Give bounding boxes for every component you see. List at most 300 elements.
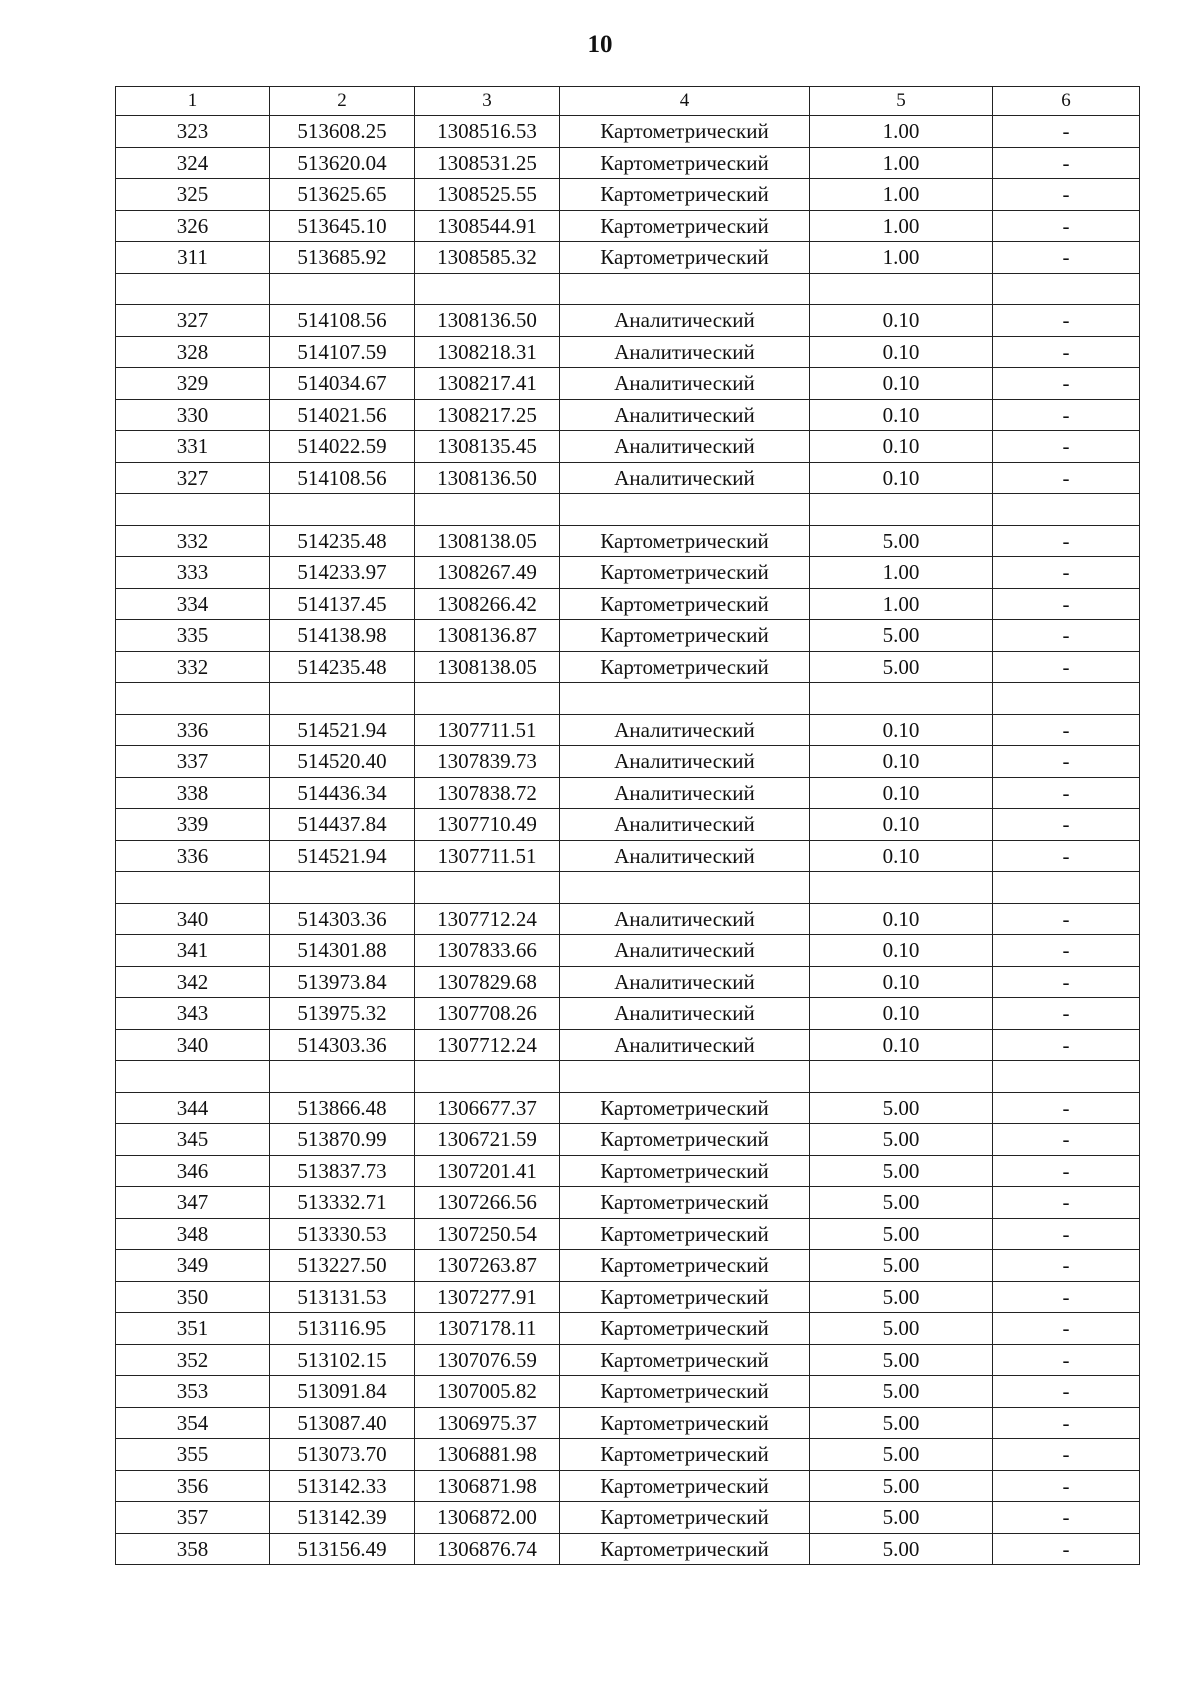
x-coordinate-cell: 514034.67 xyxy=(270,368,415,400)
method-cell: Картометрический xyxy=(560,1155,810,1187)
note-cell: - xyxy=(993,1376,1140,1408)
accuracy-cell: 0.10 xyxy=(810,998,993,1030)
x-coordinate-cell: 514137.45 xyxy=(270,588,415,620)
point-number-cell: 331 xyxy=(116,431,270,463)
note-cell: - xyxy=(993,431,1140,463)
table-row xyxy=(116,1502,1140,1534)
x-coordinate-cell: 513973.84 xyxy=(270,966,415,998)
point-number-cell: 351 xyxy=(116,1313,270,1345)
point-number-cell: 342 xyxy=(116,966,270,998)
y-coordinate-cell: 1307708.26 xyxy=(415,998,560,1030)
table-row xyxy=(116,462,1140,494)
accuracy-cell: 0.10 xyxy=(810,809,993,841)
table-row xyxy=(116,1439,1140,1471)
x-coordinate-cell: 513625.65 xyxy=(270,179,415,211)
method-cell: Картометрический xyxy=(560,1439,810,1471)
table-row xyxy=(116,210,1140,242)
y-coordinate-cell: 1307178.11 xyxy=(415,1313,560,1345)
x-coordinate-cell: 513330.53 xyxy=(270,1218,415,1250)
method-cell: Аналитический xyxy=(560,305,810,337)
note-cell: - xyxy=(993,1187,1140,1219)
method-cell: Аналитический xyxy=(560,809,810,841)
point-number-cell: 339 xyxy=(116,809,270,841)
accuracy-cell: 0.10 xyxy=(810,903,993,935)
method-cell: Картометрический xyxy=(560,1250,810,1282)
x-coordinate-cell: 513142.33 xyxy=(270,1470,415,1502)
accuracy-cell xyxy=(810,273,993,305)
point-number-cell: 311 xyxy=(116,242,270,274)
table-row xyxy=(116,1124,1140,1156)
table-row xyxy=(116,116,1140,148)
method-cell: Картометрический xyxy=(560,557,810,589)
y-coordinate-cell: 1307712.24 xyxy=(415,903,560,935)
y-coordinate-cell: 1307838.72 xyxy=(415,777,560,809)
table-row xyxy=(116,935,1140,967)
method-cell: Картометрический xyxy=(560,1407,810,1439)
x-coordinate-cell: 513620.04 xyxy=(270,147,415,179)
accuracy-cell xyxy=(810,683,993,715)
x-coordinate-cell: 513685.92 xyxy=(270,242,415,274)
point-number-cell: 350 xyxy=(116,1281,270,1313)
x-coordinate-cell: 513087.40 xyxy=(270,1407,415,1439)
x-coordinate-cell xyxy=(270,683,415,715)
table-row xyxy=(116,714,1140,746)
method-cell: Аналитический xyxy=(560,714,810,746)
point-number-cell: 343 xyxy=(116,998,270,1030)
method-cell: Картометрический xyxy=(560,1502,810,1534)
y-coordinate-cell xyxy=(415,872,560,904)
method-cell xyxy=(560,494,810,526)
y-coordinate-cell: 1308138.05 xyxy=(415,525,560,557)
note-cell xyxy=(993,494,1140,526)
y-coordinate-cell: 1307712.24 xyxy=(415,1029,560,1061)
point-number-cell: 333 xyxy=(116,557,270,589)
table-row xyxy=(116,1281,1140,1313)
table-separator-row xyxy=(116,494,1140,526)
note-cell: - xyxy=(993,525,1140,557)
point-number-cell: 346 xyxy=(116,1155,270,1187)
table-header-row xyxy=(116,87,1140,116)
note-cell: - xyxy=(993,305,1140,337)
point-number-cell: 348 xyxy=(116,1218,270,1250)
point-number-cell: 340 xyxy=(116,903,270,935)
x-coordinate-cell: 514235.48 xyxy=(270,525,415,557)
note-cell: - xyxy=(993,620,1140,652)
method-cell: Картометрический xyxy=(560,210,810,242)
point-number-cell: 335 xyxy=(116,620,270,652)
accuracy-cell: 5.00 xyxy=(810,1502,993,1534)
method-cell: Картометрический xyxy=(560,116,810,148)
table-row xyxy=(116,399,1140,431)
method-cell: Картометрический xyxy=(560,1470,810,1502)
point-number-cell xyxy=(116,1061,270,1093)
accuracy-cell: 0.10 xyxy=(810,399,993,431)
point-number-cell: 327 xyxy=(116,305,270,337)
column-header: 6 xyxy=(993,87,1140,116)
accuracy-cell: 0.10 xyxy=(810,840,993,872)
point-number-cell: 341 xyxy=(116,935,270,967)
table-row xyxy=(116,147,1140,179)
point-number-cell: 323 xyxy=(116,116,270,148)
point-number-cell: 352 xyxy=(116,1344,270,1376)
note-cell xyxy=(993,1061,1140,1093)
method-cell: Аналитический xyxy=(560,1029,810,1061)
point-number-cell: 357 xyxy=(116,1502,270,1534)
note-cell: - xyxy=(993,116,1140,148)
point-number-cell: 344 xyxy=(116,1092,270,1124)
y-coordinate-cell: 1307005.82 xyxy=(415,1376,560,1408)
table-row xyxy=(116,1313,1140,1345)
note-cell: - xyxy=(993,714,1140,746)
note-cell: - xyxy=(993,840,1140,872)
x-coordinate-cell: 514521.94 xyxy=(270,840,415,872)
x-coordinate-cell: 513837.73 xyxy=(270,1155,415,1187)
table-row xyxy=(116,840,1140,872)
method-cell: Картометрический xyxy=(560,620,810,652)
x-coordinate-cell: 513131.53 xyxy=(270,1281,415,1313)
table-row xyxy=(116,998,1140,1030)
table-row xyxy=(116,1470,1140,1502)
table-row xyxy=(116,1187,1140,1219)
table-separator-row xyxy=(116,872,1140,904)
accuracy-cell: 5.00 xyxy=(810,1344,993,1376)
x-coordinate-cell: 513332.71 xyxy=(270,1187,415,1219)
table-row xyxy=(116,620,1140,652)
method-cell: Картометрический xyxy=(560,1281,810,1313)
y-coordinate-cell xyxy=(415,494,560,526)
y-coordinate-cell: 1308525.55 xyxy=(415,179,560,211)
method-cell: Картометрический xyxy=(560,1313,810,1345)
note-cell: - xyxy=(993,1124,1140,1156)
note-cell: - xyxy=(993,809,1140,841)
y-coordinate-cell: 1308138.05 xyxy=(415,651,560,683)
table-row xyxy=(116,903,1140,935)
note-cell: - xyxy=(993,1218,1140,1250)
x-coordinate-cell: 514436.34 xyxy=(270,777,415,809)
point-number-cell: 345 xyxy=(116,1124,270,1156)
point-number-cell: 327 xyxy=(116,462,270,494)
note-cell: - xyxy=(993,1533,1140,1565)
y-coordinate-cell: 1308585.32 xyxy=(415,242,560,274)
note-cell: - xyxy=(993,242,1140,274)
x-coordinate-cell xyxy=(270,1061,415,1093)
x-coordinate-cell xyxy=(270,494,415,526)
method-cell xyxy=(560,273,810,305)
table-row xyxy=(116,368,1140,400)
point-number-cell: 326 xyxy=(116,210,270,242)
column-header: 4 xyxy=(560,87,810,116)
point-number-cell xyxy=(116,273,270,305)
accuracy-cell: 1.00 xyxy=(810,147,993,179)
accuracy-cell: 1.00 xyxy=(810,210,993,242)
point-number-cell: 324 xyxy=(116,147,270,179)
method-cell: Аналитический xyxy=(560,431,810,463)
accuracy-cell: 0.10 xyxy=(810,305,993,337)
method-cell: Картометрический xyxy=(560,1533,810,1565)
method-cell: Картометрический xyxy=(560,1187,810,1219)
accuracy-cell: 5.00 xyxy=(810,1250,993,1282)
table-row xyxy=(116,1250,1140,1282)
y-coordinate-cell: 1307833.66 xyxy=(415,935,560,967)
y-coordinate-cell: 1307839.73 xyxy=(415,746,560,778)
accuracy-cell xyxy=(810,1061,993,1093)
y-coordinate-cell: 1307250.54 xyxy=(415,1218,560,1250)
x-coordinate-cell: 514107.59 xyxy=(270,336,415,368)
accuracy-cell: 0.10 xyxy=(810,777,993,809)
y-coordinate-cell xyxy=(415,273,560,305)
page-number: 10 xyxy=(587,31,613,58)
method-cell: Аналитический xyxy=(560,966,810,998)
accuracy-cell: 5.00 xyxy=(810,1376,993,1408)
note-cell: - xyxy=(993,588,1140,620)
table-body xyxy=(116,87,1140,1565)
table-row xyxy=(116,1155,1140,1187)
method-cell: Аналитический xyxy=(560,777,810,809)
table-row xyxy=(116,1533,1140,1565)
accuracy-cell xyxy=(810,872,993,904)
accuracy-cell: 5.00 xyxy=(810,1124,993,1156)
x-coordinate-cell: 514520.40 xyxy=(270,746,415,778)
y-coordinate-cell: 1307711.51 xyxy=(415,840,560,872)
note-cell: - xyxy=(993,1407,1140,1439)
column-header: 5 xyxy=(810,87,993,116)
table-row xyxy=(116,305,1140,337)
y-coordinate-cell: 1307711.51 xyxy=(415,714,560,746)
method-cell: Картометрический xyxy=(560,525,810,557)
accuracy-cell: 5.00 xyxy=(810,1470,993,1502)
method-cell: Аналитический xyxy=(560,935,810,967)
method-cell: Картометрический xyxy=(560,1376,810,1408)
point-number-cell xyxy=(116,494,270,526)
accuracy-cell: 0.10 xyxy=(810,462,993,494)
y-coordinate-cell xyxy=(415,1061,560,1093)
x-coordinate-cell: 513102.15 xyxy=(270,1344,415,1376)
note-cell xyxy=(993,872,1140,904)
coordinates-table xyxy=(115,86,1140,1565)
x-coordinate-cell: 514437.84 xyxy=(270,809,415,841)
accuracy-cell: 5.00 xyxy=(810,620,993,652)
y-coordinate-cell: 1306881.98 xyxy=(415,1439,560,1471)
accuracy-cell: 1.00 xyxy=(810,242,993,274)
note-cell: - xyxy=(993,336,1140,368)
x-coordinate-cell: 513870.99 xyxy=(270,1124,415,1156)
table-row xyxy=(116,1407,1140,1439)
table-row xyxy=(116,1092,1140,1124)
method-cell: Аналитический xyxy=(560,462,810,494)
point-number-cell: 337 xyxy=(116,746,270,778)
x-coordinate-cell: 513645.10 xyxy=(270,210,415,242)
x-coordinate-cell: 513073.70 xyxy=(270,1439,415,1471)
y-coordinate-cell: 1307201.41 xyxy=(415,1155,560,1187)
x-coordinate-cell xyxy=(270,273,415,305)
note-cell: - xyxy=(993,1155,1140,1187)
table-separator-row xyxy=(116,683,1140,715)
note-cell: - xyxy=(993,368,1140,400)
method-cell: Картометрический xyxy=(560,179,810,211)
note-cell: - xyxy=(993,399,1140,431)
accuracy-cell: 0.10 xyxy=(810,935,993,967)
note-cell: - xyxy=(993,998,1140,1030)
method-cell: Картометрический xyxy=(560,1218,810,1250)
point-number-cell: 325 xyxy=(116,179,270,211)
accuracy-cell: 5.00 xyxy=(810,525,993,557)
y-coordinate-cell: 1308218.31 xyxy=(415,336,560,368)
table-separator-row xyxy=(116,1061,1140,1093)
note-cell xyxy=(993,683,1140,715)
note-cell: - xyxy=(993,1029,1140,1061)
method-cell xyxy=(560,872,810,904)
point-number-cell: 355 xyxy=(116,1439,270,1471)
point-number-cell xyxy=(116,683,270,715)
x-coordinate-cell: 514108.56 xyxy=(270,462,415,494)
note-cell: - xyxy=(993,462,1140,494)
x-coordinate-cell: 514021.56 xyxy=(270,399,415,431)
point-number-cell: 330 xyxy=(116,399,270,431)
table-row xyxy=(116,966,1140,998)
y-coordinate-cell: 1308516.53 xyxy=(415,116,560,148)
note-cell xyxy=(993,273,1140,305)
y-coordinate-cell: 1306871.98 xyxy=(415,1470,560,1502)
point-number-cell: 329 xyxy=(116,368,270,400)
table-row xyxy=(116,525,1140,557)
accuracy-cell: 5.00 xyxy=(810,1155,993,1187)
method-cell: Картометрический xyxy=(560,1124,810,1156)
y-coordinate-cell: 1308267.49 xyxy=(415,557,560,589)
y-coordinate-cell: 1308217.41 xyxy=(415,368,560,400)
note-cell: - xyxy=(993,935,1140,967)
note-cell: - xyxy=(993,147,1140,179)
note-cell: - xyxy=(993,557,1140,589)
accuracy-cell: 5.00 xyxy=(810,1218,993,1250)
accuracy-cell: 5.00 xyxy=(810,1439,993,1471)
note-cell: - xyxy=(993,179,1140,211)
x-coordinate-cell: 513091.84 xyxy=(270,1376,415,1408)
point-number-cell: 336 xyxy=(116,714,270,746)
x-coordinate-cell: 514138.98 xyxy=(270,620,415,652)
y-coordinate-cell: 1307710.49 xyxy=(415,809,560,841)
method-cell: Аналитический xyxy=(560,368,810,400)
table-row xyxy=(116,242,1140,274)
note-cell: - xyxy=(993,1502,1140,1534)
table-row xyxy=(116,1029,1140,1061)
x-coordinate-cell: 513156.49 xyxy=(270,1533,415,1565)
method-cell: Картометрический xyxy=(560,147,810,179)
accuracy-cell: 0.10 xyxy=(810,714,993,746)
y-coordinate-cell: 1307829.68 xyxy=(415,966,560,998)
table-row xyxy=(116,1376,1140,1408)
table-row xyxy=(116,336,1140,368)
point-number-cell: 328 xyxy=(116,336,270,368)
x-coordinate-cell: 513116.95 xyxy=(270,1313,415,1345)
y-coordinate-cell: 1308136.50 xyxy=(415,305,560,337)
point-number-cell: 356 xyxy=(116,1470,270,1502)
point-number-cell: 354 xyxy=(116,1407,270,1439)
method-cell xyxy=(560,1061,810,1093)
note-cell: - xyxy=(993,1313,1140,1345)
y-coordinate-cell: 1306975.37 xyxy=(415,1407,560,1439)
point-number-cell: 334 xyxy=(116,588,270,620)
x-coordinate-cell: 514521.94 xyxy=(270,714,415,746)
point-number-cell xyxy=(116,872,270,904)
point-number-cell: 336 xyxy=(116,840,270,872)
accuracy-cell: 0.10 xyxy=(810,966,993,998)
table-row xyxy=(116,651,1140,683)
table-row xyxy=(116,777,1140,809)
note-cell: - xyxy=(993,1344,1140,1376)
method-cell: Картометрический xyxy=(560,242,810,274)
accuracy-cell: 5.00 xyxy=(810,651,993,683)
method-cell: Аналитический xyxy=(560,840,810,872)
method-cell: Картометрический xyxy=(560,1344,810,1376)
x-coordinate-cell xyxy=(270,872,415,904)
y-coordinate-cell: 1307277.91 xyxy=(415,1281,560,1313)
accuracy-cell: 5.00 xyxy=(810,1533,993,1565)
table-row xyxy=(116,809,1140,841)
y-coordinate-cell: 1308135.45 xyxy=(415,431,560,463)
y-coordinate-cell xyxy=(415,683,560,715)
point-number-cell: 332 xyxy=(116,525,270,557)
accuracy-cell: 0.10 xyxy=(810,336,993,368)
accuracy-cell: 1.00 xyxy=(810,116,993,148)
accuracy-cell: 5.00 xyxy=(810,1092,993,1124)
accuracy-cell: 5.00 xyxy=(810,1313,993,1345)
table-row xyxy=(116,588,1140,620)
point-number-cell: 340 xyxy=(116,1029,270,1061)
column-header: 2 xyxy=(270,87,415,116)
x-coordinate-cell: 514301.88 xyxy=(270,935,415,967)
method-cell: Картометрический xyxy=(560,588,810,620)
accuracy-cell: 1.00 xyxy=(810,557,993,589)
point-number-cell: 353 xyxy=(116,1376,270,1408)
y-coordinate-cell: 1307266.56 xyxy=(415,1187,560,1219)
note-cell: - xyxy=(993,903,1140,935)
accuracy-cell: 5.00 xyxy=(810,1281,993,1313)
note-cell: - xyxy=(993,966,1140,998)
point-number-cell: 347 xyxy=(116,1187,270,1219)
method-cell: Аналитический xyxy=(560,336,810,368)
y-coordinate-cell: 1307076.59 xyxy=(415,1344,560,1376)
note-cell: - xyxy=(993,1250,1140,1282)
column-header: 1 xyxy=(116,87,270,116)
point-number-cell: 338 xyxy=(116,777,270,809)
x-coordinate-cell: 513227.50 xyxy=(270,1250,415,1282)
x-coordinate-cell: 514235.48 xyxy=(270,651,415,683)
note-cell: - xyxy=(993,777,1140,809)
accuracy-cell: 1.00 xyxy=(810,588,993,620)
accuracy-cell xyxy=(810,494,993,526)
method-cell xyxy=(560,683,810,715)
method-cell: Аналитический xyxy=(560,998,810,1030)
x-coordinate-cell: 514303.36 xyxy=(270,1029,415,1061)
y-coordinate-cell: 1306677.37 xyxy=(415,1092,560,1124)
note-cell: - xyxy=(993,1092,1140,1124)
note-cell: - xyxy=(993,651,1140,683)
table-row xyxy=(116,1344,1140,1376)
y-coordinate-cell: 1308217.25 xyxy=(415,399,560,431)
note-cell: - xyxy=(993,1470,1140,1502)
note-cell: - xyxy=(993,1439,1140,1471)
x-coordinate-cell: 514022.59 xyxy=(270,431,415,463)
table-row xyxy=(116,557,1140,589)
table-row xyxy=(116,431,1140,463)
accuracy-cell: 5.00 xyxy=(810,1407,993,1439)
y-coordinate-cell: 1308544.91 xyxy=(415,210,560,242)
y-coordinate-cell: 1306721.59 xyxy=(415,1124,560,1156)
note-cell: - xyxy=(993,1281,1140,1313)
point-number-cell: 358 xyxy=(116,1533,270,1565)
method-cell: Аналитический xyxy=(560,399,810,431)
method-cell: Картометрический xyxy=(560,1092,810,1124)
